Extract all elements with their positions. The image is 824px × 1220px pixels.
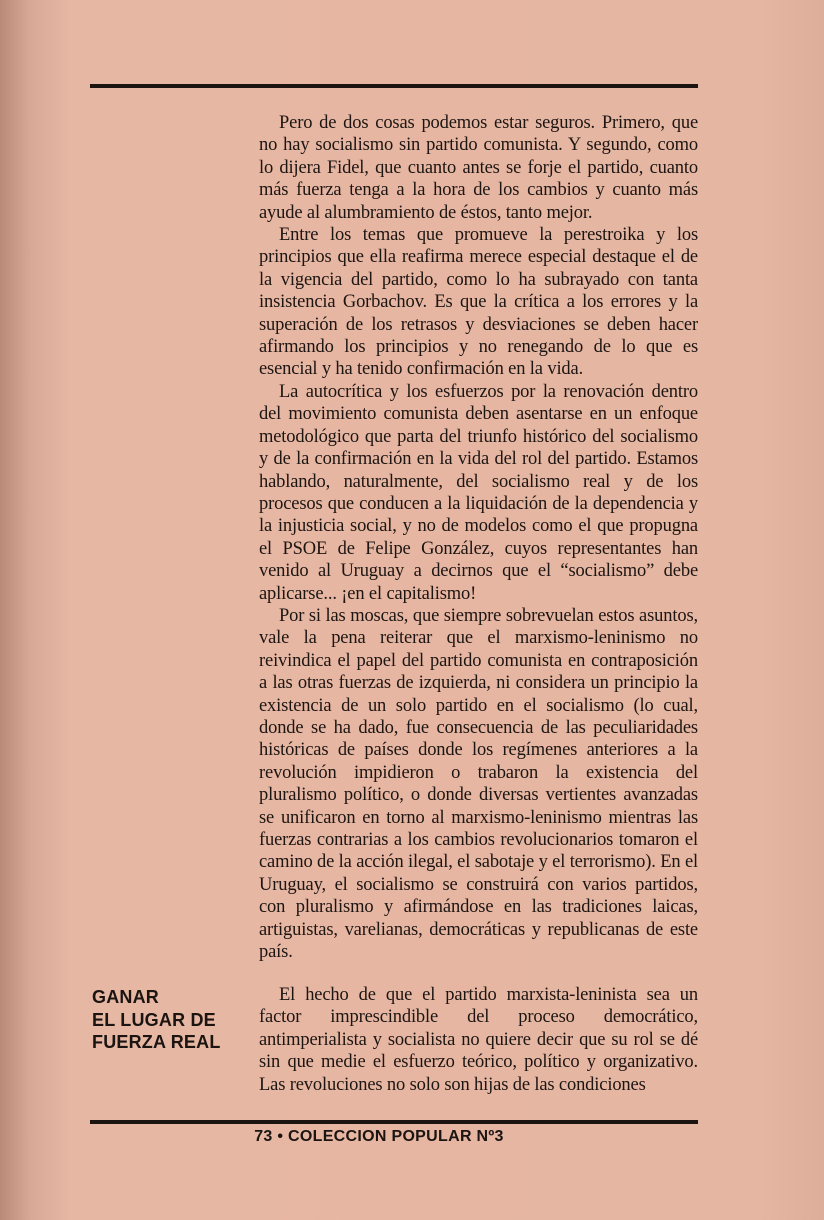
- paragraph-1: Pero de dos cosas podemos estar seguros. Primero, que no hay socialismo sin partido comunista. Y segundo, como lo dijera Fidel, que cuanto antes se forje el partido, cuanto más fuerza tenga a la hora de los cambios y cuanto más ayude al alumbramiento de éstos, tanto mejor.: [259, 113, 698, 223]
- main-text: [259, 112, 698, 963]
- top-rule: [90, 84, 698, 88]
- section-heading-line-2: EL LUGAR DE: [92, 1009, 216, 1030]
- bottom-rule: [90, 1120, 698, 1124]
- section-text: [259, 984, 698, 1096]
- section-heading-line-1: GANAR: [92, 987, 159, 1007]
- paragraph-3: La autocrítica y los esfuerzos por la renovación dentro del movimiento comunista deben asentarse en un enfoque metodológico que parta del triunfo histórico del socialismo y de la confirmación en la vida del rol del partido. Estamos hablando, naturalmente, del socialismo real y de los procesos que conducen a la liquidación de la dependencia y la injusticia social, y no de modelos como el que propugna el PSOE de Felipe González, cuyos representantes han venido al Uruguay a decirnos que el “socialismo” debe aplicarse... ¡en el capitalismo!: [259, 381, 698, 604]
- section-heading: [92, 986, 242, 1054]
- section-heading-line-3: FUERZA REAL: [92, 1032, 221, 1052]
- paragraph-4: Por si las moscas, que siempre sobrevuelan estos asuntos, vale la pena reiterar que el marxismo-leninismo no reivindica el papel del partido comunista en contraposición a las otras fuerzas de izquierda, ni considera un principio la existencia de un solo partido en el socialismo (lo cual, donde se ha dado, fue consecuencia de las peculiaridades históricas de países donde los regímenes anteriores a la revolución impidieron o trabaron la existencia del pluralismo político, o donde diversas vertientes avanzadas se unificaron en torno al marxismo-leninismo mientras las fuerzas contrarias a los cambios revolucionarios tomaron el camino de la acción ilegal, el sabotaje y el terrorismo). En el Uruguay, el socialismo se construirá con varios partidos, con pluralismo y afirmándose en las tradiciones laicas, artiguistas, varelianas, democráticas y republicanas de este país.: [259, 605, 698, 963]
- page-footer: 73 • COLECCION POPULAR Nº3: [254, 1128, 504, 1145]
- section-paragraph: El hecho de que el partido marxista-leninista sea un factor imprescindible del proceso democrático, antimperialista y socialista no quiere decir que su rol se dé sin que medie el esfuerzo teórico, político y organizativo. Las revoluciones no solo son hijas de las condiciones: [259, 985, 698, 1095]
- paragraph-2: Entre los temas que promueve la perestroika y los principios que ella reafirma merece especial destaque el de la vigencia del partido, como lo ha subrayado con tanta insistencia Gorbachov. Es que la crítica a los errores y la superación de los retrasos y desviaciones se deben hacer afirmando los principios y no renegando de lo que es esencial y ha tenido confirmación en la vida.: [259, 225, 698, 380]
